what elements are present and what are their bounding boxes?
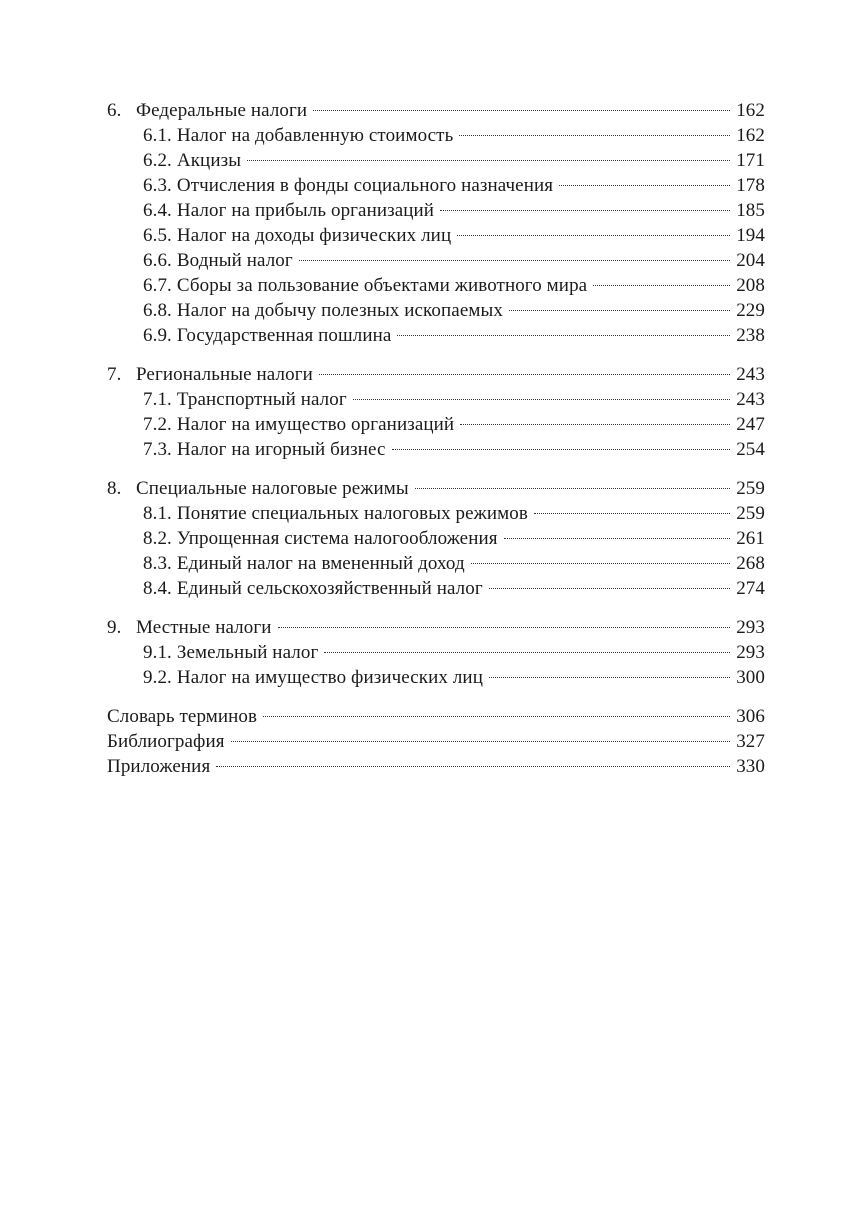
toc-entry[interactable] bbox=[107, 576, 765, 601]
entry-number: 6.5. bbox=[143, 225, 172, 246]
page-number: 261 bbox=[736, 528, 765, 549]
page-number: 268 bbox=[736, 553, 765, 574]
page-number: 259 bbox=[736, 503, 765, 524]
entry-title: Упрощенная система налогообложения bbox=[176, 528, 498, 549]
entry-title: Налог на имущество организаций bbox=[176, 414, 455, 435]
entry-title: Словарь терминов bbox=[107, 706, 258, 727]
dot-leader bbox=[263, 716, 730, 717]
page-number: 162 bbox=[736, 125, 765, 146]
entry-number: 8.1. bbox=[143, 503, 172, 524]
toc-entry[interactable] bbox=[107, 665, 765, 690]
entry-title: Единый сельскохозяйственный налог bbox=[176, 578, 483, 599]
section-title: Специальные налоговые режимы bbox=[136, 478, 409, 499]
toc-section bbox=[107, 476, 765, 601]
section-number: 6. bbox=[107, 100, 122, 121]
toc-entry-bibliography[interactable] bbox=[107, 729, 765, 754]
toc-entry[interactable] bbox=[107, 412, 765, 437]
toc-section-heading[interactable] bbox=[107, 98, 765, 123]
toc-entry[interactable] bbox=[107, 551, 765, 576]
page-number: 293 bbox=[736, 642, 765, 663]
page-number: 254 bbox=[736, 439, 765, 460]
toc-entry[interactable] bbox=[107, 298, 765, 323]
page-number: 243 bbox=[736, 389, 765, 410]
entry-title: Налог на имущество физических лиц bbox=[176, 667, 483, 688]
entry-number: 7.2. bbox=[143, 414, 172, 435]
entry-number: 6.6. bbox=[143, 250, 172, 271]
page-number: 243 bbox=[736, 364, 765, 385]
dot-leader bbox=[278, 627, 730, 628]
dot-leader bbox=[559, 185, 730, 186]
entry-number: 6.1. bbox=[143, 125, 172, 146]
dot-leader bbox=[504, 538, 730, 539]
toc-entry[interactable] bbox=[107, 248, 765, 273]
entry-number: 6.9. bbox=[143, 325, 172, 346]
toc-entry[interactable] bbox=[107, 173, 765, 198]
dot-leader bbox=[415, 488, 730, 489]
entry-title: Налог на добычу полезных ископаемых bbox=[176, 300, 503, 321]
toc-entry[interactable] bbox=[107, 387, 765, 412]
entry-number: 6.3. bbox=[143, 175, 172, 196]
page-number: 178 bbox=[736, 175, 765, 196]
entry-title: Сборы за пользование объектами животного мира bbox=[176, 275, 588, 296]
entry-title: Акцизы bbox=[176, 150, 242, 171]
dot-leader bbox=[247, 160, 730, 161]
entry-number: 7.1. bbox=[143, 389, 172, 410]
dot-leader bbox=[471, 563, 730, 564]
toc-entry-glossary[interactable] bbox=[107, 704, 765, 729]
toc-back-matter bbox=[107, 704, 765, 779]
toc-entry[interactable] bbox=[107, 437, 765, 462]
page-number: 306 bbox=[736, 706, 765, 727]
page-number: 204 bbox=[736, 250, 765, 271]
entry-title: Библиография bbox=[107, 731, 225, 752]
toc-entry[interactable] bbox=[107, 148, 765, 173]
toc-section bbox=[107, 98, 765, 348]
entry-number: 8.4. bbox=[143, 578, 172, 599]
entry-number: 6.8. bbox=[143, 300, 172, 321]
entry-title: Налог на доходы физических лиц bbox=[176, 225, 452, 246]
table-of-contents bbox=[107, 98, 765, 793]
entry-title: Налог на добавленную стоимость bbox=[176, 125, 454, 146]
toc-section-heading[interactable] bbox=[107, 476, 765, 501]
entry-number: 6.4. bbox=[143, 200, 172, 221]
dot-leader bbox=[216, 766, 730, 767]
page-number: 229 bbox=[736, 300, 765, 321]
page-number: 247 bbox=[736, 414, 765, 435]
entry-number: 6.7. bbox=[143, 275, 172, 296]
page-number: 330 bbox=[736, 756, 765, 777]
toc-section-heading[interactable] bbox=[107, 362, 765, 387]
dot-leader bbox=[313, 110, 730, 111]
toc-section bbox=[107, 615, 765, 690]
page-number: 259 bbox=[736, 478, 765, 499]
entry-number: 8.2. bbox=[143, 528, 172, 549]
toc-entry[interactable] bbox=[107, 526, 765, 551]
dot-leader bbox=[231, 741, 730, 742]
section-title: Региональные налоги bbox=[136, 364, 313, 385]
toc-section-heading[interactable] bbox=[107, 615, 765, 640]
page-number: 162 bbox=[736, 100, 765, 121]
toc-entry[interactable] bbox=[107, 123, 765, 148]
dot-leader bbox=[509, 310, 730, 311]
toc-entry[interactable] bbox=[107, 323, 765, 348]
dot-leader bbox=[593, 285, 730, 286]
dot-leader bbox=[440, 210, 730, 211]
page-number: 185 bbox=[736, 200, 765, 221]
section-title: Федеральные налоги bbox=[136, 100, 308, 121]
dot-leader bbox=[489, 677, 730, 678]
entry-title: Земельный налог bbox=[176, 642, 319, 663]
entry-title: Налог на игорный бизнес bbox=[176, 439, 386, 460]
entry-number: 6.2. bbox=[143, 150, 172, 171]
page-number: 293 bbox=[736, 617, 765, 638]
entry-title: Транспортный налог bbox=[176, 389, 347, 410]
page-number: 194 bbox=[736, 225, 765, 246]
entry-title: Единый налог на вмененный доход bbox=[176, 553, 465, 574]
page-number: 274 bbox=[736, 578, 765, 599]
dot-leader bbox=[324, 652, 730, 653]
toc-entry[interactable] bbox=[107, 198, 765, 223]
page-number: 327 bbox=[736, 731, 765, 752]
toc-entry[interactable] bbox=[107, 273, 765, 298]
entry-title: Государственная пошлина bbox=[176, 325, 392, 346]
entry-number: 9.2. bbox=[143, 667, 172, 688]
dot-leader bbox=[392, 449, 730, 450]
dot-leader bbox=[489, 588, 730, 589]
toc-entry[interactable] bbox=[107, 223, 765, 248]
section-title: Местные налоги bbox=[136, 617, 272, 638]
dot-leader bbox=[397, 335, 730, 336]
page-number: 171 bbox=[736, 150, 765, 171]
dot-leader bbox=[534, 513, 730, 514]
section-number: 9. bbox=[107, 617, 122, 638]
dot-leader bbox=[299, 260, 730, 261]
page-number: 208 bbox=[736, 275, 765, 296]
page-number: 300 bbox=[736, 667, 765, 688]
page-number: 238 bbox=[736, 325, 765, 346]
section-number: 7. bbox=[107, 364, 122, 385]
dot-leader bbox=[460, 424, 730, 425]
toc-entry[interactable] bbox=[107, 501, 765, 526]
entry-title: Отчисления в фонды социального назначения bbox=[176, 175, 554, 196]
dot-leader bbox=[457, 235, 730, 236]
entry-title: Налог на прибыль организаций bbox=[176, 200, 435, 221]
dot-leader bbox=[319, 374, 730, 375]
toc-entry-appendices[interactable] bbox=[107, 754, 765, 779]
entry-title: Понятие специальных налоговых режимов bbox=[176, 503, 528, 524]
entry-number: 7.3. bbox=[143, 439, 172, 460]
dot-leader bbox=[353, 399, 730, 400]
entry-title: Приложения bbox=[107, 756, 211, 777]
entry-number: 8.3. bbox=[143, 553, 172, 574]
entry-title: Водный налог bbox=[176, 250, 293, 271]
toc-section bbox=[107, 362, 765, 462]
section-number: 8. bbox=[107, 478, 122, 499]
toc-entry[interactable] bbox=[107, 640, 765, 665]
entry-number: 9.1. bbox=[143, 642, 172, 663]
dot-leader bbox=[459, 135, 730, 136]
